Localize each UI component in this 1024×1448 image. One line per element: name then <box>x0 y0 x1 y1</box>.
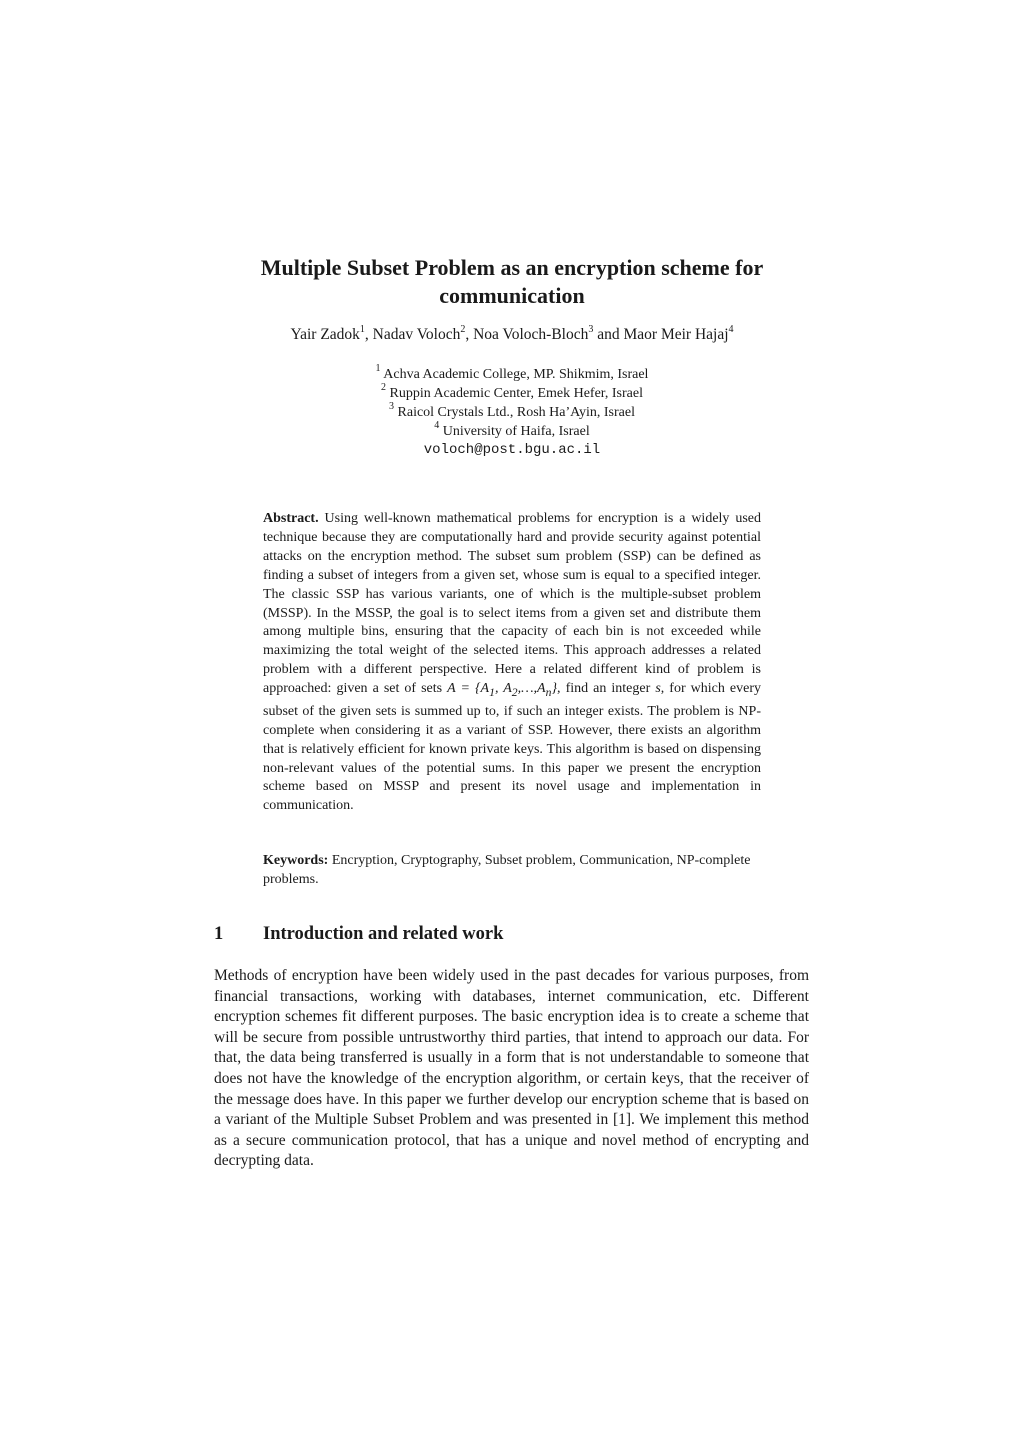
section-heading <box>214 922 814 946</box>
contact-email[interactable]: voloch@post.bgu.ac.il <box>423 442 601 458</box>
author-name: Nadav Voloch <box>372 326 461 343</box>
affiliation-mark: 1 <box>375 363 381 375</box>
affiliation-mark: 3 <box>389 401 395 413</box>
affiliation-text: Ruppin Academic Center, Emek Hefer, Israel <box>385 386 643 401</box>
affiliation-text: University of Haifa, Israel <box>439 424 590 439</box>
affiliation-mark: 2 <box>380 382 386 394</box>
abstract-label: Abstract. <box>263 511 319 526</box>
author-affiliation-mark: 4 <box>728 323 734 335</box>
keywords <box>263 851 761 889</box>
author-name: Yair Zadok <box>290 326 360 343</box>
author-affiliation-mark: 1 <box>359 323 365 335</box>
affiliation <box>200 422 824 441</box>
affiliation <box>200 403 824 422</box>
affiliation-list <box>200 365 824 460</box>
affiliation-mark: 4 <box>434 420 440 432</box>
affiliation-text: Achva Academic College, MP. Shikmim, Israel <box>380 367 649 382</box>
math-subscript: n <box>545 685 552 699</box>
author-separator: and <box>593 326 624 343</box>
keywords-label: Keywords: <box>263 853 329 868</box>
abstract-text: , find an integer <box>557 681 656 697</box>
math-set-dots: ,…,A <box>517 681 546 697</box>
math-set-open: A = {A <box>447 681 490 697</box>
author-name: Noa Voloch-Bloch <box>473 326 589 343</box>
math-variable-s: s <box>655 681 661 697</box>
math-set <box>447 681 558 699</box>
section-title: Introduction and related work <box>263 924 504 944</box>
keywords-text: Encryption, Cryptography, Subset problem, Communication, NP-complete problems. <box>263 853 751 887</box>
author-list <box>150 325 874 345</box>
section-number: 1 <box>214 924 224 944</box>
math-set-mid: , A <box>494 681 512 697</box>
math-subscript: 1 <box>489 685 495 699</box>
math-set-close: } <box>551 681 558 697</box>
author-name: Maor Meir Hajaj <box>623 326 729 343</box>
abstract-text: Using well-known mathematical problems for encryption is a widely used technique because they are computationally hard and provide security against potential attacks on the encryption method. The subset sum problem (SSP) can be defined as finding a subset of integers from a given set, whose sum is equal to a specified integer. The classic SSP has various variants, one of which is the multiple-subset problem (MSSP). In the MSSP, the goal is to select items from a given set and distribute them among multiple bins, ensuring that the capacity of each bin is not exceeded while maximizing the total weight of the selected items. This approach addresses a related problem with a different perspective. Here a related different kind of problem is approached: given a set of sets <box>263 511 761 697</box>
affiliation <box>200 384 824 403</box>
section-body: Methods of encryption have been widely used in the past decades for various purposes, from financial transactions, working with databases, internet communication, etc. Different encryption schemes fit different purposes. The basic encryption idea is to create a scheme that will be secure from possible untrustworthy third parties, that intend to approach our data. For that, the data being transferred is usually in a form that is not understandable to someone that does not have the knowledge of the encryption algorithm, or certain keys, that the receiver of the message does have. In this paper we further develop our encryption scheme that is based on a variant of the Multiple Subset Problem and was presented in [1]. We implement this method as a secure communication protocol, that has a unique and novel method of encrypting and decrypting data. <box>214 967 809 1170</box>
abstract <box>263 510 761 816</box>
author-separator: , <box>465 326 474 343</box>
paper-title: Multiple Subset Problem as an encryption scheme for communication <box>260 255 764 308</box>
author-affiliation-mark: 2 <box>460 323 466 335</box>
affiliation <box>200 365 824 384</box>
author-separator: , <box>364 326 373 343</box>
math-subscript: 2 <box>511 685 518 699</box>
author-affiliation-mark: 3 <box>588 323 594 335</box>
affiliation-text: Raicol Crystals Ltd., Rosh Ha’Ayin, Israel <box>394 405 635 420</box>
abstract-text: , for which every subset of the given sets is summed up to, if such an integer exists. The problem is NP-complete when considering it as a variant of SSP. However, there exists an algorithm that is relatively efficient for known private keys. This algorithm is based on dispensing non-relevant values of the potential sums. In this paper we present the encryption scheme based on MSSP and present its novel usage and implementation in communication. <box>263 681 761 814</box>
